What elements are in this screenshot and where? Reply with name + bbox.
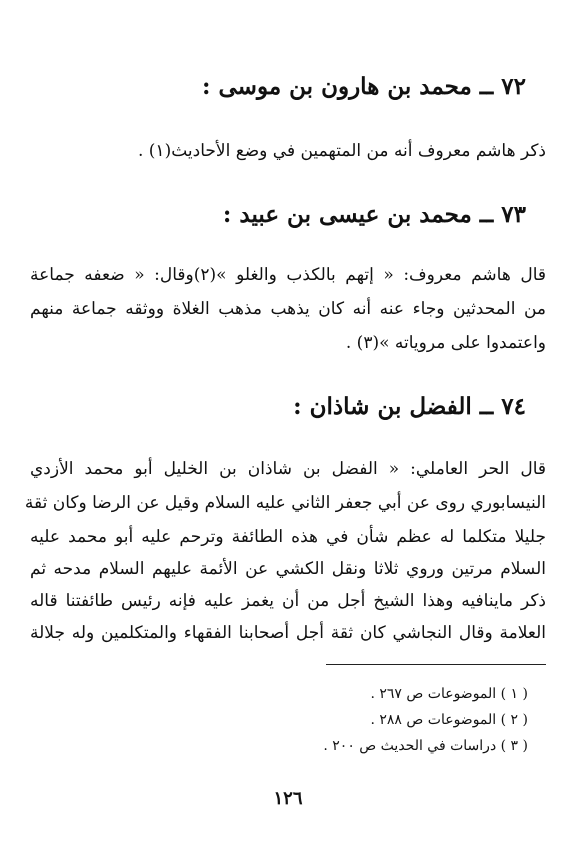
entry-74-line-1: قال الحر العاملي: « الفضل بن شاذان بن الخليل أبو محمد الأزدي bbox=[30, 459, 546, 479]
entry-74-line-6: العلامة وقال النجاشي كان ثقة أجل أصحابنا الفقهاء والمتكلمين وله جلالة bbox=[30, 623, 546, 643]
entry-73-line-1: قال هاشم معروف: « إتهم بالكذب والغلو »(٢)وقال: « ضعفه جماعة bbox=[30, 265, 546, 285]
footnote-separator bbox=[326, 664, 546, 665]
footnote-3: ( ٣ ) دراسات في الحديث ص ٢٠٠ . bbox=[323, 738, 528, 754]
entry-73-line-3: واعتمدوا على مروياته »(٣) . bbox=[345, 333, 546, 353]
entry-heading-73: ٧٣ ــ محمد بن عيسى بن عبيد : bbox=[222, 201, 526, 228]
entry-72-line-1: ذكر هاشم معروف أنه من المتهمين في وضع الأحاديث(١) . bbox=[137, 141, 546, 161]
entry-heading-74: ٧٤ ــ الفضل بن شاذان : bbox=[293, 393, 526, 420]
entry-74-line-2: النيسابوري روى عن أبي جعفر الثاني عليه السلام وقيل عن الرضا وكان ثقة bbox=[24, 493, 546, 513]
entry-74-line-5: ذكر ماينافيه وهذا الشيخ أجل من أن يغمز عليه فإنه رئيس طائفتنا قاله bbox=[30, 591, 546, 611]
entry-73-line-2: من المحدثين وجاء عنه أنه كان يذهب مذهب الغلاة ووثقه جماعة منهم bbox=[30, 299, 546, 319]
page-number: ١٢٦ bbox=[273, 788, 303, 809]
entry-74-line-3: جليلا متكلما له عظم شأن في هذه الطائفة وترحم عليه أبو محمد عليه bbox=[30, 527, 546, 547]
entry-heading-72: ٧٢ ــ محمد بن هارون بن موسى : bbox=[202, 73, 526, 100]
footnote-1: ( ١ ) الموضوعات ص ٢٦٧ . bbox=[370, 686, 528, 702]
footnote-2: ( ٢ ) الموضوعات ص ٢٨٨ . bbox=[370, 712, 528, 728]
entry-74-line-4: السلام مرتين وروي ثلاثا ونقل الكشي عن الأئمة عليهم السلام مدحه ثم bbox=[30, 559, 546, 579]
